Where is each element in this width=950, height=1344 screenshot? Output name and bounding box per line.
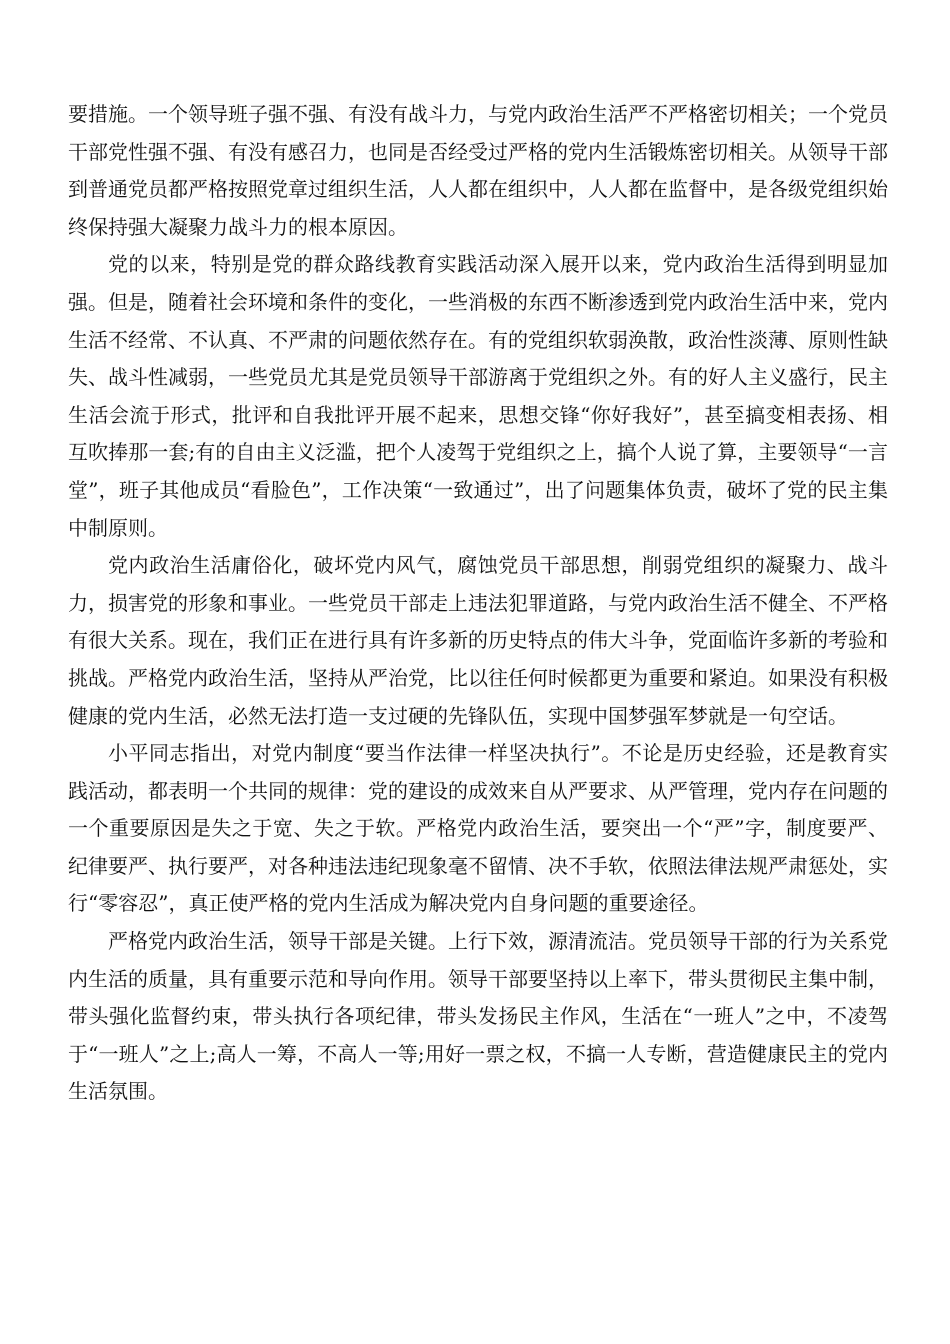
paragraph-4: 小平同志指出，对党内制度“要当作法律一样坚决执行”。不论是历史经验，还是教育实践活动，都表明一个共同的规律：党的建设的成效来自从严要求、从严管理，党内存在问题的一个重要原因是失之于宽、失之于软。严格党内政治生活，要突出一个“严”字，制度要严、纪律要严、执行要严，对各种违法违纪现象毫不留情、决不手软，依照法律法规严肃惩处，实行“零容忍”，真正使严格的党内生活成为解决党内自身问题的重要途径。 xyxy=(68,741,888,916)
document-page xyxy=(68,96,888,1111)
paragraph-continued: 要措施。一个领导班子强不强、有没有战斗力，与党内政治生活严不严格密切相关；一个党员干部党性强不强、有没有感召力，也同是否经受过严格的党内生活锻炼密切相关。从领导干部到普通党员都严格按照党章过组织生活，人人都在组织中，人人都在监督中，是各级党组织始终保持强大凝聚力战斗力的根本原因。 xyxy=(68,102,888,239)
paragraph-2: 党的以来，特别是党的群众路线教育实践活动深入展开以来，党内政治生活得到明显加强。但是，随着社会环境和条件的变化，一些消极的东西不断渗透到党内政治生活中来，党内生活不经常、不认真、不严肃的问题依然存在。有的党组织软弱涣散，政治性淡薄、原则性缺失、战斗性减弱，一些党员尤其是党员领导干部游离于党组织之外。有的好人主义盛行，民主生活会流于形式，批评和自我批评开展不起来，思想交锋“你好我好”，甚至搞变相表扬、相互吹捧那一套;有的自由主义泛滥，把个人凌驾于党组织之上，搞个人说了算，主要领导“一言堂”，班子其他成员“看脸色”，工作决策“一致通过”，出了问题集体负责，破坏了党的民主集中制原则。 xyxy=(68,252,888,540)
paragraph-5: 严格党内政治生活，领导干部是关键。上行下效，源清流洁。党员领导干部的行为关系党内生活的质量，具有重要示范和导向作用。领导干部要坚持以上率下，带头贯彻民主集中制，带头强化监督约束，带头执行各项纪律，带头发扬民主作风，生活在“一班人”之中，不凌驾于“一班人”之上;高人一筹，不高人一等;用好一票之权，不搞一人专断，营造健康民主的党内生活氛围。 xyxy=(68,929,888,1104)
paragraph-3: 党内政治生活庸俗化，破坏党内风气，腐蚀党员干部思想，削弱党组织的凝聚力、战斗力，损害党的形象和事业。一些党员干部走上违法犯罪道路，与党内政治生活不健全、不严格有很大关系。现在，我们正在进行具有许多新的历史特点的伟大斗争，党面临许多新的考验和挑战。严格党内政治生活，坚持从严治党，比以往任何时候都更为重要和紧迫。如果没有积极健康的党内生活，必然无法打造一支过硬的先锋队伍，实现中国梦强军梦就是一句空话。 xyxy=(68,553,888,728)
